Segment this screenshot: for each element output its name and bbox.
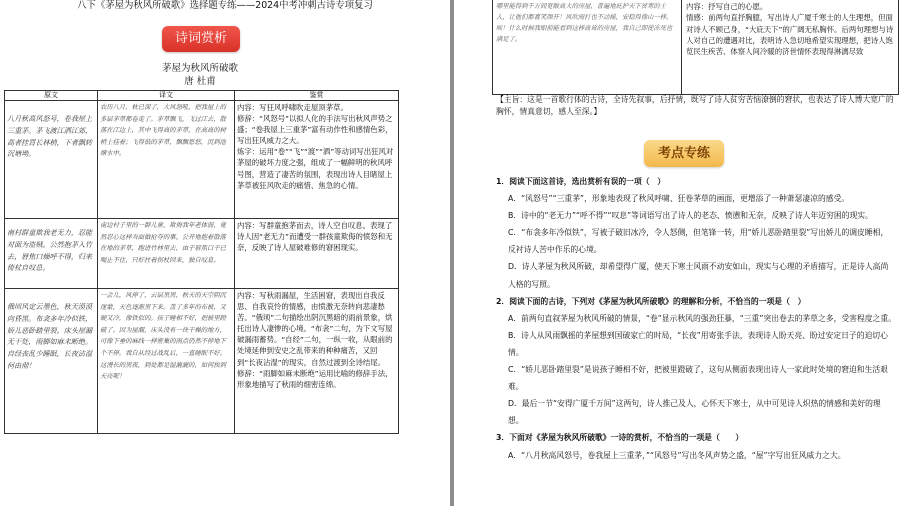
poem-table (4, 90, 399, 434)
table-row (5, 289, 399, 434)
question-stem: 1．阅读下面这首诗，选出赏析有误的一项（ ） (496, 177, 666, 186)
original-text: 八月秋高风怒号，卷我屋上三重茅。茅飞渡江洒江郊，高者挂罥长林梢，下者飘转沉塘坳。 (5, 101, 98, 219)
question-list (496, 173, 896, 464)
appreciation-line: 修辞：“雨脚如麻未断绝”运用比喻的修辞手法，形象地描写了秋雨的细密连绵。 (237, 368, 393, 389)
question-option: A．“风怒号”“三重茅”，形象地表现了秋风呼啸、狂卷茅草的画面，更增添了一种萧瑟凄凉的感受。 (508, 194, 850, 204)
original-text: 南村群童欺我老无力，忍能对面为盗贼。公然抱茅入竹去，唇焦口燥呼不得，归来倚杖自叹息。 (5, 219, 98, 289)
question-option: A．“八月秋高风怒号，卷我屋上三重茅，”“风怒号”写出冬风声势之盛，“屋”字写出狂风威力之大。 (508, 450, 846, 460)
question-option: C．“娇儿恶卧踏里裂”是说孩子睡相不好，把被里蹬破了，这句从侧面表现出诗人一家此时处境的窘迫和生活艰难。 (508, 365, 888, 392)
appreciation-line: 内容：抒写自己的心愿。 (686, 2, 768, 11)
table-row (5, 219, 399, 289)
practice-button[interactable]: 考点专练 (644, 140, 724, 167)
poem-title: 茅屋为秋风所破歌 (161, 63, 238, 74)
translation-text: 农历八月，秋已深了，大风怒吼，把我屋上的多层茅草都卷走了。茅草飘飞，飞过江去，散落在江边上，其中飞得高的茅草，在高高的树梢上挂着；飞得低的茅草，飘飘悠悠，沉到池塘水中。 (98, 101, 235, 219)
table-row (5, 101, 399, 219)
column-header-translation: 译文 (98, 91, 235, 101)
document-header: 八下《茅屋为秋风所破歌》选择题专练——2024中考冲刺古诗专项复习 (77, 0, 373, 11)
appreciation-text (235, 219, 399, 289)
question-option: D．诗人茅屋为秋风所破，却希望得广厦，使天下寒士风雨不动安如山，现实与心理的矛盾描写，正是诗人高尚人格的写照。 (508, 262, 889, 289)
table-continuation (492, 0, 899, 95)
appreciation-line: 内容：写群童抱茅而去，诗人空自叹息。表现了诗人因“老无力”而遭受一群孩童欺侮的愤怒和无奈，反映了诗人屋破难修的窘困现实。 (237, 221, 393, 253)
poem-theme: 【主旨：这是一首歌行体的古诗，全诗先叙事，后抒情，既写了诗人贫穷苦恼潦倒的窘状，也表达了诗人博大宽广的胸怀，情真意切，感人至深。】 (496, 95, 894, 117)
translation-text: 南边村子里的一群儿童，欺侮我年老体弱，竟然忍心这样当面做抢夺的事。公开地抱着散落在地的茅草，跑进竹林里去，由于唇焦口干已喝止不住，只好拄着拐杖回来，独自叹息。 (98, 219, 235, 289)
question-option: D．最后一节“安得广厦千万间”这两句，诗人推己及人，心怀天下寒士，从中可见诗人炽热的情感和美好的理想。 (508, 399, 881, 426)
continuation-original-text: 哪里能得到千万间宽敞高大的房屋，普遍地庇护天下贫寒的士人，让他们都喜笑颜开！风吹雨打也不动摇，安稳得像山一样。唉！什么时候我眼前能看到这样高耸的房屋，我自己即使冻死也满足了。 (493, 0, 682, 94)
question-stem: 3．下面对《茅屋为秋风所破歌》一诗的赏析，不恰当的一项是（ ） (496, 433, 744, 443)
appreciation-line: 修辞：“风怒号”以拟人化的手法写出秋风声势之盛；“卷我屋上三重茅”富有动作性和感情色彩，写出狂风威力之大。 (237, 114, 393, 146)
poem-author: 唐 杜甫 (184, 76, 216, 87)
appreciation-line: 炼字：运用“卷”“飞”“渡”“洒”等动词写出狂风对茅屋的破坏力度之强，组成了一幅鲜明的秋风呼号图，营造了凄苦的氛围，表现出诗人目睹屋上茅草被狂风吹走的痛惜、焦急的心情。 (237, 147, 394, 190)
question-option: A．前两句直叙茅屋为秋风所破的情景，“卷”显示秋风的强劲狂暴，“三重”突出卷去的茅草之多，受害程度之重。 (508, 313, 896, 323)
question-option: C．“布衾多年冷似铁”，写被子破旧冰冷，令人怒侧，但笔锋一转，用“娇儿恶卧踏里裂”写出娇儿的调皮睡相，反衬诗人苦中作乐的心境。 (508, 228, 889, 255)
continuation-appreciation (683, 0, 897, 94)
document-page-right (454, 0, 900, 506)
column-header-appreciation: 鉴赏 (235, 91, 399, 101)
question-stem: 2．阅读下面的古诗，下列对《茅屋为秋风所破歌》的理解和分析，不恰当的一项是（ ） (496, 296, 806, 306)
appreciation-text (235, 289, 399, 434)
appreciation-line: 情感：前两句直抒胸臆，写出诗人广厦千寒士的人生理想，但面对诗人不顾己身，“大庇天下”的广阔无私胸怀。后两句理想与诗人对自己的遭遇对比，表明诗人急切地希望实现理想，把诗人饱览民生疾苦、体察人间冷暖的济世情怀表现得淋漓尽致 (686, 13, 894, 57)
translation-text: 一会儿，风停了，云层黑黑，秋天的天空阴沉迷蒙，天色逐渐黑下来。盖了多年的布被，又硬又冷，像铁似的。孩子睡相不好，把被里蹬破了。因为屋漏，床头没有一块干燥的地方，可像下垂的麻线一样密集的雨点仍然不停地下个不停。我自从经过战乱后，一直睡眠不好。这漫长的黑夜，到处都是湿漉漉的，如何挨到天亮呢！ (98, 289, 235, 434)
question-option: B．诗人从风雨飘摇的茅屋想到国破家亡的时局，“长夜”用寄张手法，表现诗人盼天亮、盼过安定日子的迫切心情。 (508, 330, 888, 357)
appreciation-line: 内容：写狂风呼啸吹走屋顶茅草。 (237, 103, 348, 112)
question-option: B．诗中的“老无力”“呼不得”“叹息”等词语写出了诗人的老态、愤懑和无奈，反映了诗人年迈穷困的现实。 (508, 211, 873, 221)
column-header-original: 原文 (5, 91, 98, 101)
poem-appreciation-button[interactable]: 诗词赏析 (162, 26, 240, 52)
original-text: 俄顷风定云墨色，秋天漠漠向昏黑。布衾多年冷似铁，娇儿恶卧踏里裂。床头屋漏无干处，雨脚如麻未断绝。自经丧乱少睡眠，长夜沾湿何由彻！ (5, 289, 98, 434)
appreciation-text (235, 101, 399, 219)
appreciation-line: 内容：写秋雨漏屋，生活困窘，表现出自我反思、自我哀怜的情感，由愤激无奈转向悲凄愁苦。“俄顷”二句描绘出阴沉黑暗的雨前景象，烘托出诗人凄惨的心境。“布衾”二句，为下文写屋破漏雨蓄势。“自经”二句，一纵一收，从眼前的处境延伸到安史之乱带来的种种痛苦，又回到“长夜沾湿”的现实，自然过渡到全诗结尾。 (237, 291, 393, 367)
